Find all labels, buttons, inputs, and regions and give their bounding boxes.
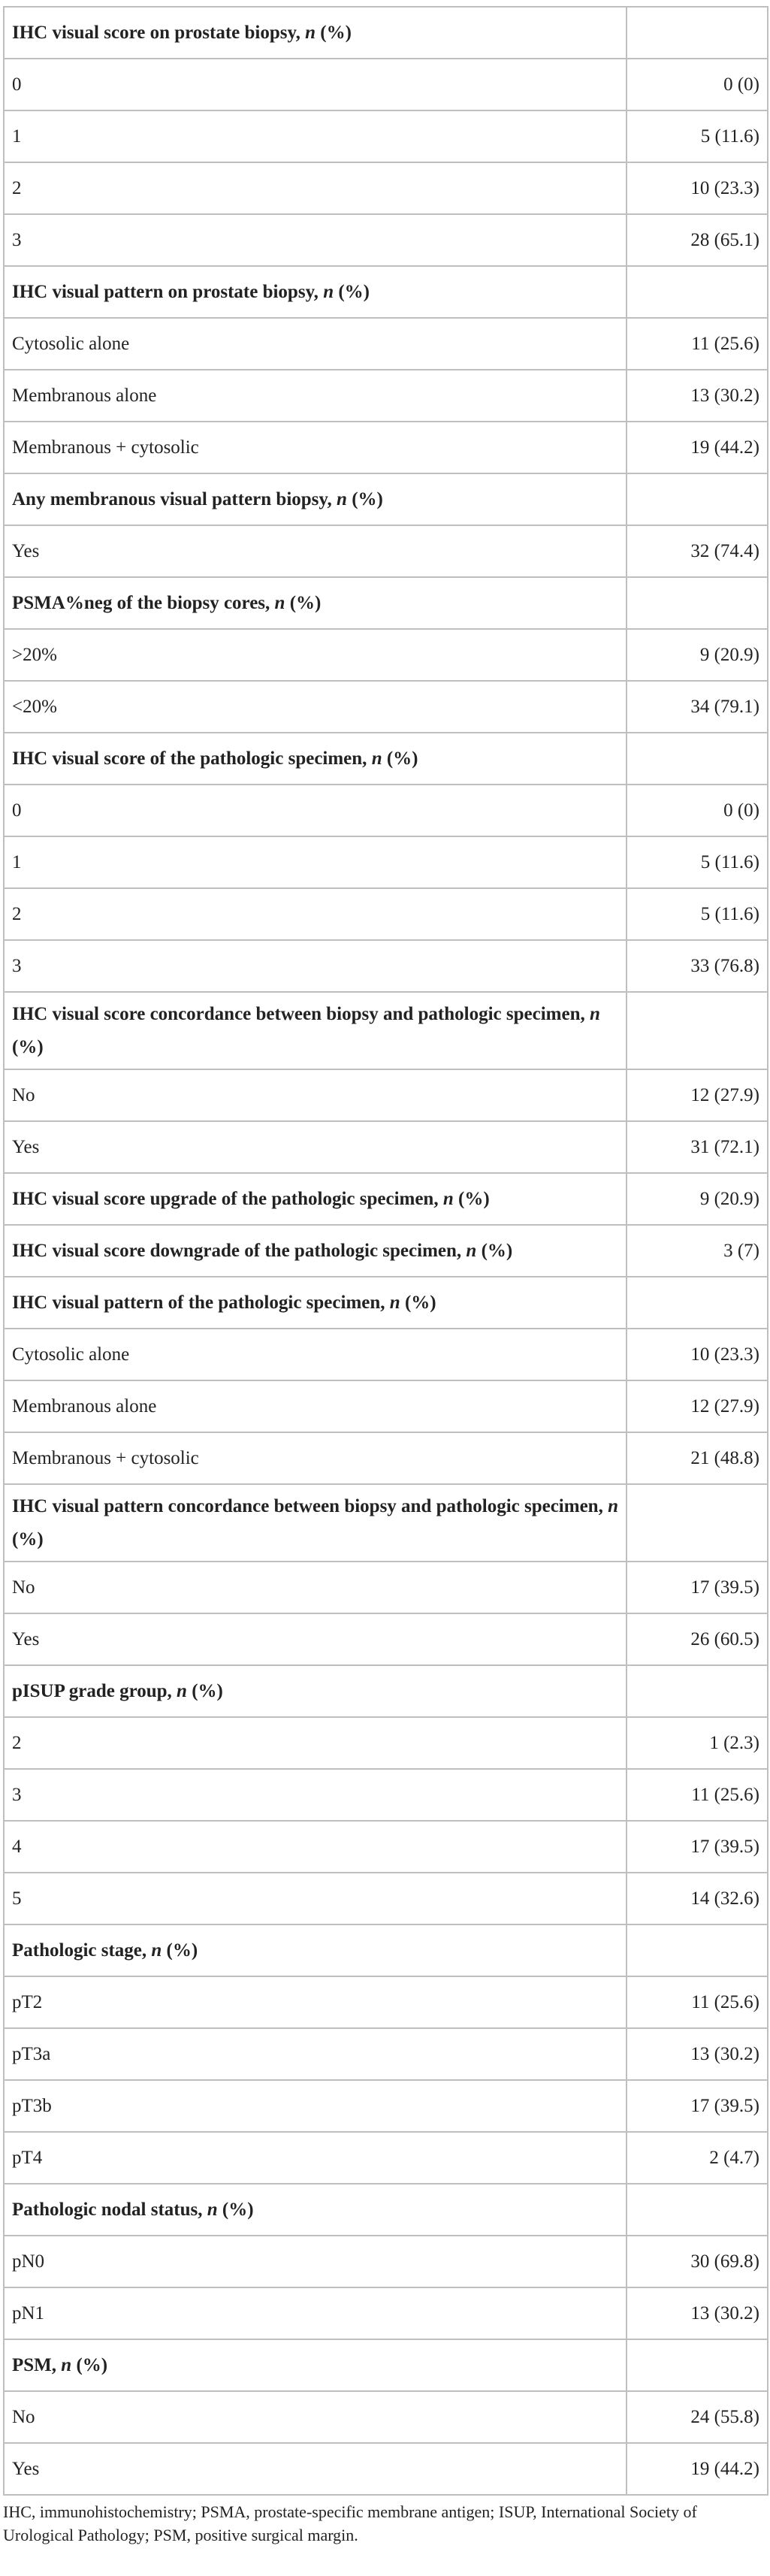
section-label-text: Pathologic stage,	[12, 1940, 152, 1961]
section-label	[4, 7, 627, 59]
row-value: 12 (27.9)	[627, 1069, 768, 1121]
section-label	[4, 266, 627, 318]
row-value	[627, 473, 768, 525]
percent-suffix: (%)	[400, 1292, 436, 1313]
n-symbol: n	[61, 2354, 72, 2375]
table-row	[4, 1562, 768, 1613]
row-value: 17 (39.5)	[627, 1821, 768, 1873]
section-label-text: PSMA%neg of the biopsy cores,	[12, 592, 275, 613]
percent-suffix: (%)	[285, 592, 322, 613]
row-value: 19 (44.2)	[627, 422, 768, 473]
n-symbol: n	[590, 1003, 600, 1024]
row-label: Yes	[4, 1613, 627, 1665]
row-label: 3	[4, 214, 627, 266]
row-value: 5 (11.6)	[627, 836, 768, 888]
row-label: 3	[4, 940, 627, 992]
row-value: 34 (79.1)	[627, 681, 768, 733]
row-label: Membranous + cytosolic	[4, 1432, 627, 1484]
row-label: Yes	[4, 2443, 627, 2495]
percent-suffix: (%)	[382, 748, 418, 769]
row-label: pT3b	[4, 2080, 627, 2132]
section-label	[4, 1484, 627, 1562]
row-label: pT3a	[4, 2028, 627, 2080]
percent-suffix: (%)	[316, 22, 352, 43]
section-label	[4, 2339, 627, 2391]
n-symbol: n	[323, 281, 334, 302]
percent-suffix: (%)	[71, 2354, 108, 2375]
table-section-header-row	[4, 1665, 768, 1717]
row-value	[627, 1484, 768, 1562]
table-row	[4, 1121, 768, 1173]
table-row	[4, 1873, 768, 1924]
table-row	[4, 110, 768, 162]
row-value: 26 (60.5)	[627, 1613, 768, 1665]
table-row	[4, 2132, 768, 2184]
row-value	[627, 2184, 768, 2236]
table-row	[4, 2236, 768, 2287]
row-label: 1	[4, 110, 627, 162]
table-row	[4, 785, 768, 836]
row-label: 2	[4, 1717, 627, 1769]
row-value: 33 (76.8)	[627, 940, 768, 992]
row-label: 0	[4, 59, 627, 110]
table-section-header-row	[4, 992, 768, 1069]
table-row	[4, 422, 768, 473]
table-row	[4, 2391, 768, 2443]
table-section-header-row	[4, 7, 768, 59]
n-symbol: n	[337, 488, 347, 509]
table-section-header-row	[4, 1277, 768, 1329]
row-value: 9 (20.9)	[627, 629, 768, 681]
row-value: 24 (55.8)	[627, 2391, 768, 2443]
section-label	[4, 1924, 627, 1976]
row-value	[627, 1665, 768, 1717]
row-value: 21 (48.8)	[627, 1432, 768, 1484]
table-section-header-row	[4, 2339, 768, 2391]
row-label: Yes	[4, 1121, 627, 1173]
row-value	[627, 7, 768, 59]
n-symbol: n	[608, 1495, 618, 1516]
table-row	[4, 318, 768, 370]
table-row	[4, 836, 768, 888]
table-section-header-row	[4, 733, 768, 785]
row-label: pN1	[4, 2287, 627, 2339]
section-label	[4, 733, 627, 785]
row-label: 0	[4, 785, 627, 836]
row-value: 2 (4.7)	[627, 2132, 768, 2184]
row-label: No	[4, 1069, 627, 1121]
percent-suffix: (%)	[476, 1240, 513, 1261]
row-value: 0 (0)	[627, 59, 768, 110]
table-row	[4, 681, 768, 733]
row-value: 32 (74.4)	[627, 525, 768, 577]
row-value: 5 (11.6)	[627, 888, 768, 940]
table-section-header-row	[4, 1173, 768, 1225]
n-symbol: n	[389, 1292, 400, 1313]
table-row	[4, 2443, 768, 2495]
row-label: Membranous alone	[4, 370, 627, 422]
percent-suffix: (%)	[334, 281, 370, 302]
n-symbol: n	[177, 1680, 187, 1701]
section-label-text: IHC visual score on prostate biopsy,	[12, 22, 306, 43]
row-label: No	[4, 1562, 627, 1613]
row-value: 19 (44.2)	[627, 2443, 768, 2495]
table-section-header-row	[4, 577, 768, 629]
row-value: 9 (20.9)	[627, 1173, 768, 1225]
table-row	[4, 2080, 768, 2132]
row-label: 4	[4, 1821, 627, 1873]
results-table	[3, 6, 768, 2496]
row-value: 3 (7)	[627, 1225, 768, 1277]
section-label	[4, 1173, 627, 1225]
table-row	[4, 1380, 768, 1432]
section-label-text: pISUP grade group,	[12, 1680, 177, 1701]
row-value	[627, 577, 768, 629]
table-row	[4, 1976, 768, 2028]
section-label-text: IHC visual score upgrade of the pathologic specimen,	[12, 1188, 443, 1209]
table-section-header-row	[4, 1924, 768, 1976]
table-section-header-row	[4, 1225, 768, 1277]
section-label-text: Any membranous visual pattern biopsy,	[12, 488, 337, 509]
table-row	[4, 214, 768, 266]
section-label-text: Pathologic nodal status,	[12, 2199, 207, 2220]
row-value	[627, 733, 768, 785]
table-row	[4, 370, 768, 422]
row-label: pN0	[4, 2236, 627, 2287]
percent-suffix: (%)	[12, 1528, 44, 1550]
table-row	[4, 2287, 768, 2339]
table-row	[4, 629, 768, 681]
percent-suffix: (%)	[217, 2199, 254, 2220]
section-label	[4, 2184, 627, 2236]
row-value: 11 (25.6)	[627, 1976, 768, 2028]
row-label: pT2	[4, 1976, 627, 2028]
row-value: 10 (23.3)	[627, 162, 768, 214]
table-row	[4, 1717, 768, 1769]
row-value: 28 (65.1)	[627, 214, 768, 266]
row-value	[627, 266, 768, 318]
section-label	[4, 992, 627, 1069]
row-label: Membranous + cytosolic	[4, 422, 627, 473]
section-label	[4, 1225, 627, 1277]
section-label-text: IHC visual score concordance between biopsy and pathologic specimen,	[12, 1003, 590, 1024]
row-label: 2	[4, 888, 627, 940]
n-symbol: n	[305, 22, 316, 43]
table-row	[4, 1769, 768, 1821]
row-value: 12 (27.9)	[627, 1380, 768, 1432]
row-value: 13 (30.2)	[627, 370, 768, 422]
row-value: 30 (69.8)	[627, 2236, 768, 2287]
row-value: 11 (25.6)	[627, 1769, 768, 1821]
table-row	[4, 940, 768, 992]
table-row	[4, 525, 768, 577]
row-label: 1	[4, 836, 627, 888]
row-value	[627, 1924, 768, 1976]
n-symbol: n	[207, 2199, 218, 2220]
row-value: 10 (23.3)	[627, 1329, 768, 1380]
row-value: 1 (2.3)	[627, 1717, 768, 1769]
table-row	[4, 1821, 768, 1873]
row-label: <20%	[4, 681, 627, 733]
row-label: No	[4, 2391, 627, 2443]
section-label	[4, 1665, 627, 1717]
row-label: >20%	[4, 629, 627, 681]
row-value: 11 (25.6)	[627, 318, 768, 370]
row-label: Yes	[4, 525, 627, 577]
section-label	[4, 1277, 627, 1329]
percent-suffix: (%)	[162, 1940, 198, 1961]
n-symbol: n	[151, 1940, 162, 1961]
section-label-text: IHC visual score of the pathologic specimen,	[12, 748, 372, 769]
row-label: 5	[4, 1873, 627, 1924]
row-label: 3	[4, 1769, 627, 1821]
n-symbol: n	[466, 1240, 477, 1261]
n-symbol: n	[274, 592, 285, 613]
row-value: 31 (72.1)	[627, 1121, 768, 1173]
table-section-header-row	[4, 473, 768, 525]
table-section-header-row	[4, 2184, 768, 2236]
section-label-text: IHC visual score downgrade of the pathologic specimen,	[12, 1240, 467, 1261]
n-symbol: n	[442, 1188, 454, 1209]
row-value: 17 (39.5)	[627, 2080, 768, 2132]
row-value	[627, 1277, 768, 1329]
percent-suffix: (%)	[12, 1036, 44, 1057]
section-label-text: IHC visual pattern of the pathologic specimen,	[12, 1292, 390, 1313]
table-row	[4, 888, 768, 940]
row-value: 17 (39.5)	[627, 1562, 768, 1613]
table-row	[4, 1069, 768, 1121]
percent-suffix: (%)	[453, 1188, 490, 1209]
row-value: 0 (0)	[627, 785, 768, 836]
row-label: pT4	[4, 2132, 627, 2184]
row-value: 13 (30.2)	[627, 2287, 768, 2339]
percent-suffix: (%)	[346, 488, 383, 509]
table-row	[4, 1329, 768, 1380]
section-label-text: IHC visual pattern concordance between biopsy and pathologic specimen,	[12, 1495, 608, 1516]
n-symbol: n	[371, 748, 382, 769]
row-value: 14 (32.6)	[627, 1873, 768, 1924]
row-label: Cytosolic alone	[4, 1329, 627, 1380]
row-label: Membranous alone	[4, 1380, 627, 1432]
results-table-body	[4, 7, 768, 2495]
table-row	[4, 1432, 768, 1484]
table-footnote: IHC, immunohistochemistry; PSMA, prostate-specific membrane antigen; ISUP, International Society of Urological Pathology; PSM, positive surgical margin.	[3, 2502, 697, 2544]
section-label-text: IHC visual pattern on prostate biopsy,	[12, 281, 324, 302]
section-label	[4, 473, 627, 525]
table-row	[4, 162, 768, 214]
row-label: Cytosolic alone	[4, 318, 627, 370]
row-value	[627, 2339, 768, 2391]
section-label-text: PSM,	[12, 2354, 62, 2375]
row-value	[627, 992, 768, 1069]
table-row	[4, 1613, 768, 1665]
row-value: 13 (30.2)	[627, 2028, 768, 2080]
table-row	[4, 59, 768, 110]
table-row	[4, 2028, 768, 2080]
section-label	[4, 577, 627, 629]
row-label: 2	[4, 162, 627, 214]
table-section-header-row	[4, 1484, 768, 1562]
percent-suffix: (%)	[186, 1680, 223, 1701]
table-section-header-row	[4, 266, 768, 318]
row-value: 5 (11.6)	[627, 110, 768, 162]
